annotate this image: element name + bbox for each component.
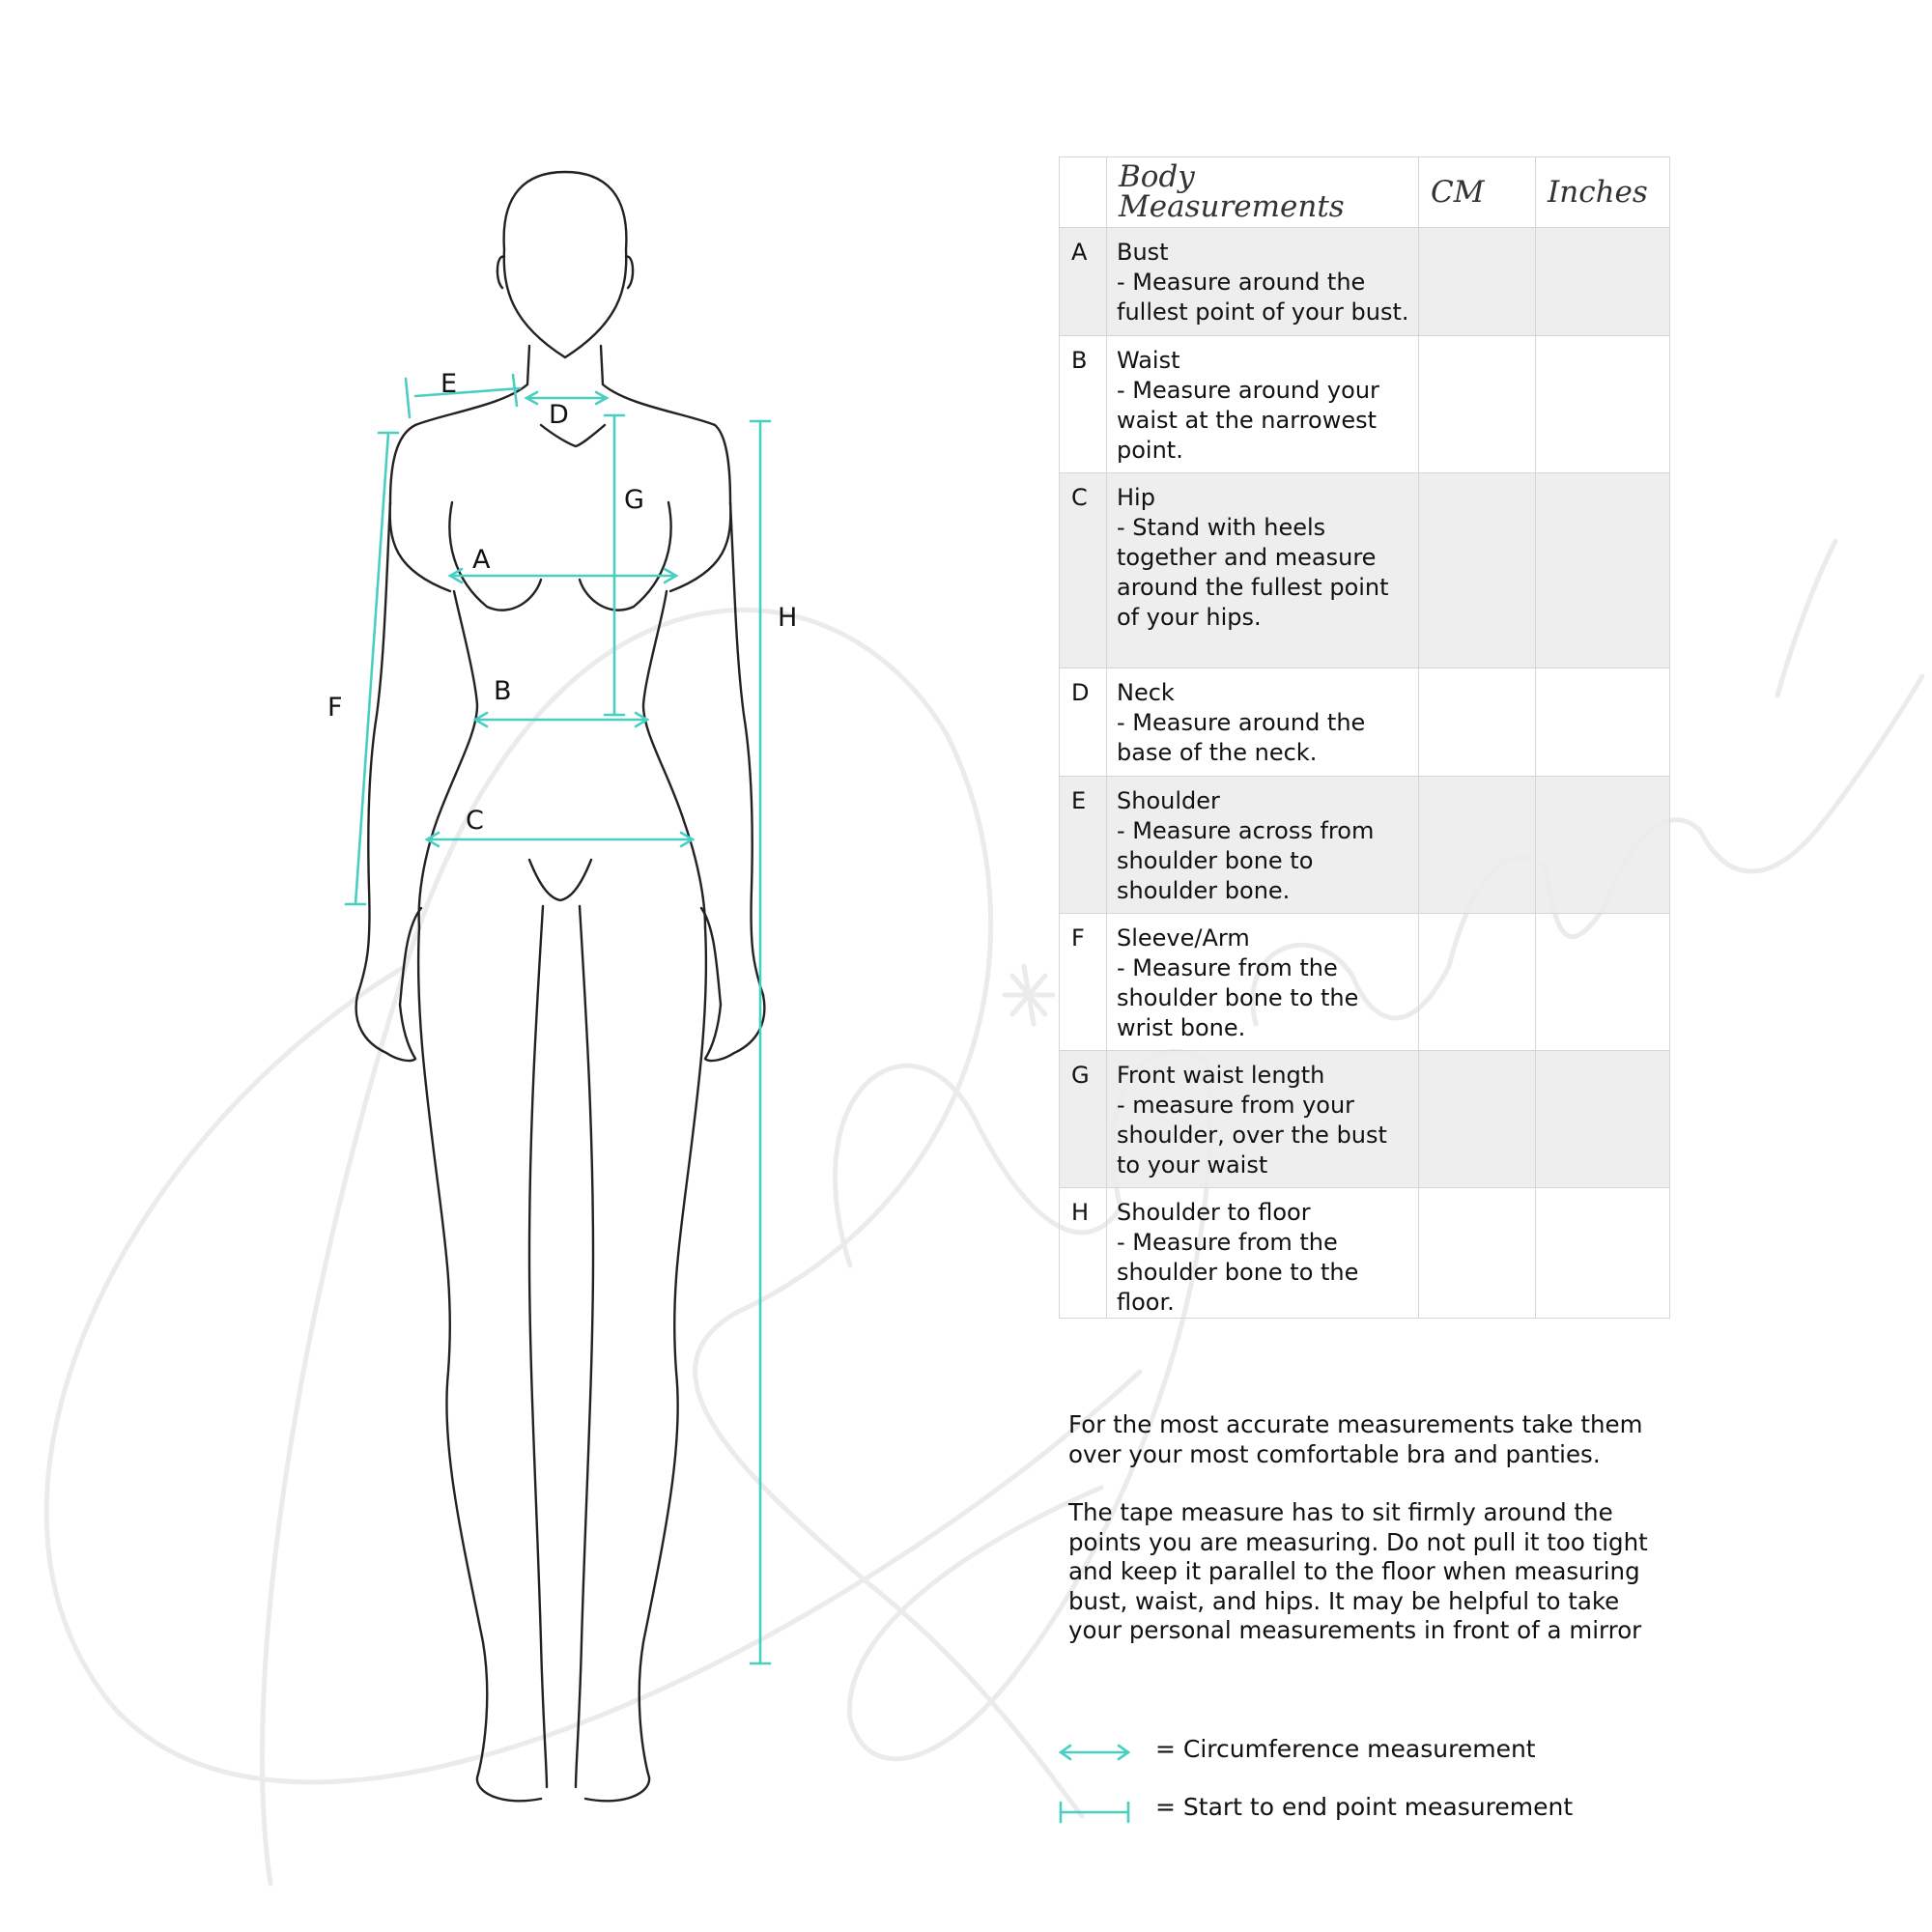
figure-label-d: D [549, 400, 569, 430]
figure-label-f: F [327, 693, 343, 723]
row-letter: H [1060, 1188, 1107, 1319]
cm-cell[interactable] [1419, 1051, 1536, 1188]
inches-cell[interactable] [1536, 336, 1670, 473]
figure-label-h: H [778, 603, 798, 633]
table-row-shoulder-to-floor [1060, 1188, 1670, 1319]
figure-label-c: C [466, 806, 484, 836]
inches-cell[interactable] [1536, 1051, 1670, 1188]
measure-cap-e2 [513, 375, 517, 406]
measurement-instruction: - Measure around your waist at the narrowest point. [1117, 377, 1379, 464]
table-header-row [1060, 157, 1670, 228]
row-letter: C [1060, 473, 1107, 668]
figure-label-a: A [472, 545, 491, 575]
cm-cell[interactable] [1419, 777, 1536, 914]
start-end-line-icon [1059, 1791, 1146, 1830]
measurement-instruction: - Measure around the base of the neck. [1117, 709, 1366, 766]
header-letter [1060, 157, 1107, 228]
measurement-name: Sleeve/Arm [1117, 924, 1250, 952]
measure-line-e [415, 388, 520, 396]
cm-cell[interactable] [1419, 473, 1536, 668]
measurement-name: Front waist length [1117, 1062, 1325, 1089]
row-letter: G [1060, 1051, 1107, 1188]
table-row-neck [1060, 668, 1670, 777]
measurement-name: Waist [1117, 347, 1180, 374]
row-description [1107, 1051, 1419, 1188]
measurement-instruction: - Stand with heels together and measure around the fullest point of your hips. [1117, 514, 1389, 631]
measurement-instruction: - Measure from the shoulder bone to the wrist bone. [1117, 954, 1359, 1041]
cm-cell[interactable] [1419, 336, 1536, 473]
table-row-front-waist-length [1060, 1051, 1670, 1188]
row-letter: B [1060, 336, 1107, 473]
measurement-notes [1068, 1410, 1648, 1675]
measurement-name: Shoulder to floor [1117, 1199, 1311, 1226]
row-description [1107, 473, 1419, 668]
table-row-sleeve [1060, 914, 1670, 1051]
row-letter: F [1060, 914, 1107, 1051]
measurement-instruction: - Measure around the fullest point of your bust. [1117, 269, 1409, 326]
measure-line-f [355, 433, 388, 904]
note-paragraph-2: The tape measure has to sit firmly around the points you are measuring. Do not pull it too tight and keep it parallel to the floor when measuring bust, waist, and hips. It may be helpful to take your personal measurements in front of a mirror [1068, 1498, 1648, 1644]
measurement-name: Hip [1117, 484, 1155, 511]
inches-cell[interactable] [1536, 228, 1670, 336]
row-description [1107, 336, 1419, 473]
cm-cell[interactable] [1419, 668, 1536, 777]
header-body-measurements: Body Measurements [1107, 157, 1419, 228]
measurement-instruction: - measure from your shoulder, over the bust to your waist [1117, 1092, 1387, 1179]
row-description [1107, 1188, 1419, 1319]
note-paragraph-1: For the most accurate measurements take them over your most comfortable bra and panties. [1068, 1410, 1643, 1468]
legend-circumference-label: = Circumference measurement [1155, 1735, 1536, 1763]
cm-cell[interactable] [1419, 1188, 1536, 1319]
header-cm: CM [1419, 157, 1536, 228]
measurement-name: Bust [1117, 239, 1169, 266]
cm-cell[interactable] [1419, 228, 1536, 336]
row-description [1107, 668, 1419, 777]
row-letter: D [1060, 668, 1107, 777]
table-row-bust [1060, 228, 1670, 336]
measurement-name: Neck [1117, 679, 1175, 706]
row-letter: A [1060, 228, 1107, 336]
figure-label-g: G [624, 485, 644, 515]
inches-cell[interactable] [1536, 777, 1670, 914]
table-row-waist [1060, 336, 1670, 473]
inches-cell[interactable] [1536, 473, 1670, 668]
figure-label-e: E [440, 369, 458, 399]
figure-label-b: B [494, 676, 512, 706]
measurements-table [1059, 156, 1670, 1319]
row-description [1107, 914, 1419, 1051]
measurement-instruction: - Measure from the shoulder bone to the floor. [1117, 1229, 1359, 1316]
table-row-hip [1060, 473, 1670, 668]
row-letter: E [1060, 777, 1107, 914]
double-arrow-icon [1059, 1733, 1146, 1772]
measure-cap-e1 [406, 379, 410, 417]
measurement-instruction: - Measure across from shoulder bone to shoulder bone. [1117, 817, 1375, 904]
inches-cell[interactable] [1536, 668, 1670, 777]
row-description [1107, 777, 1419, 914]
row-description [1107, 228, 1419, 336]
inches-cell[interactable] [1536, 914, 1670, 1051]
legend-start-to-end-label: = Start to end point measurement [1155, 1793, 1574, 1821]
header-inches: Inches [1536, 157, 1670, 228]
cm-cell[interactable] [1419, 914, 1536, 1051]
table-row-shoulder [1060, 777, 1670, 914]
measurement-name: Shoulder [1117, 787, 1220, 814]
inches-cell[interactable] [1536, 1188, 1670, 1319]
